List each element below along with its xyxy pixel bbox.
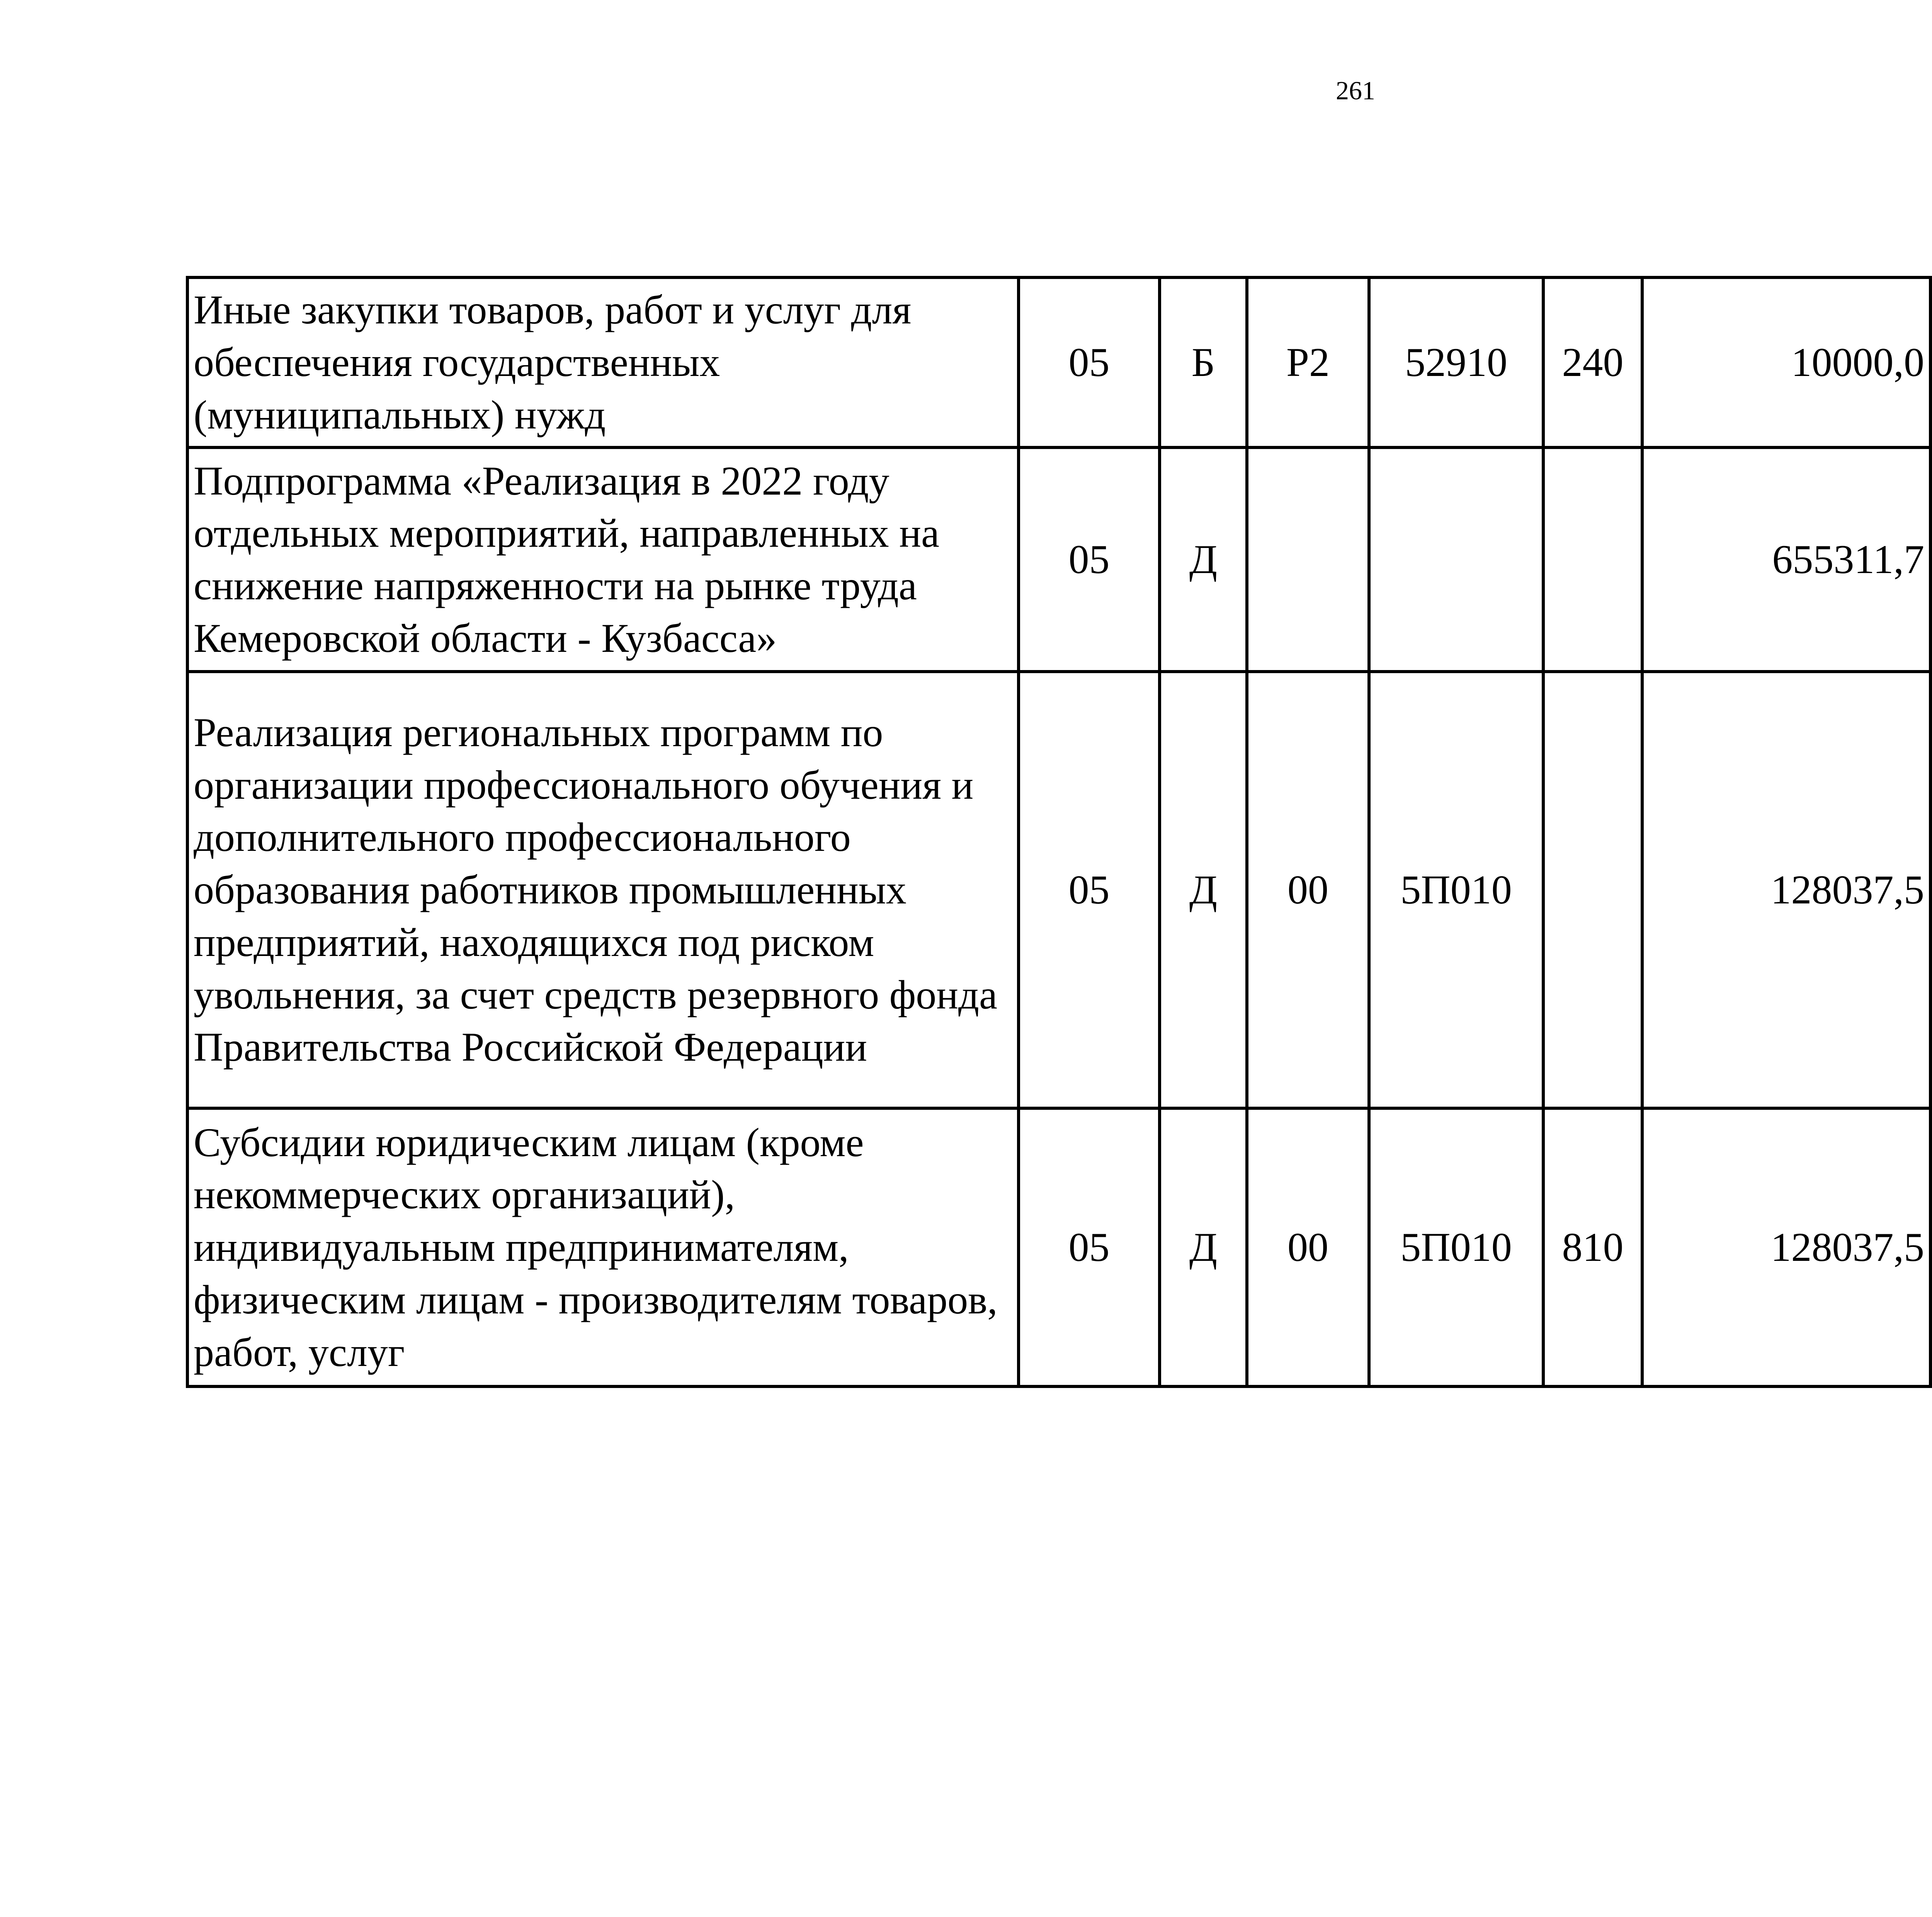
row-description: Иные закупки товаров, работ и услуг для обеспечения государственных (муниципальных) нужд <box>187 277 1019 447</box>
program-code: Д <box>1160 672 1247 1108</box>
amount-year-1: 655311,7 <box>1642 447 1930 672</box>
expense-type-code: 810 <box>1543 1108 1642 1386</box>
direction-code <box>1369 447 1543 672</box>
row-description: Подпрограмма «Реализация в 2022 году отдельных мероприятий, направленных на снижение напряженности на рынке труда Кемеровской области - Кузбасса» <box>187 447 1019 672</box>
subprogram-code: 00 <box>1247 1108 1369 1386</box>
direction-code: 5П010 <box>1369 1108 1543 1386</box>
row-description: Субсидии юридическим лицам (кроме некоммерческих организаций), индивидуальным предпринимателям, физическим лицам - производителям товаров, работ, услуг <box>187 1108 1019 1386</box>
amount-year-2 <box>1930 447 1932 672</box>
expense-type-code: 240 <box>1543 277 1642 447</box>
table-row <box>187 447 1932 672</box>
expense-type-code <box>1543 447 1642 672</box>
table-row <box>187 277 1932 447</box>
section-code: 05 <box>1019 672 1160 1108</box>
section-code: 05 <box>1019 447 1160 672</box>
budget-table <box>186 276 1932 1388</box>
table-row <box>187 672 1932 1108</box>
program-code: Д <box>1160 1108 1247 1386</box>
amount-year-1: 128037,5 <box>1642 672 1930 1108</box>
amount-year-1: 10000,0 <box>1642 277 1930 447</box>
expense-type-code <box>1543 672 1642 1108</box>
page-number: 261 <box>1336 76 1375 105</box>
program-code: Д <box>1160 447 1247 672</box>
subprogram-code: 00 <box>1247 672 1369 1108</box>
section-code: 05 <box>1019 277 1160 447</box>
amount-year-1: 128037,5 <box>1642 1108 1930 1386</box>
table-row <box>187 1108 1932 1386</box>
section-code: 05 <box>1019 1108 1160 1386</box>
program-code: Б <box>1160 277 1247 447</box>
subprogram-code: Р2 <box>1247 277 1369 447</box>
amount-year-2 <box>1930 672 1932 1108</box>
row-description: Реализация региональных программ по организации профессионального обучения и дополнительного профессионального образования работников промышленных предприятий, находящихся под риском увольнения, за счет средств резервного фонда Правительства Российской Федерации <box>187 672 1019 1108</box>
amount-year-2 <box>1930 277 1932 447</box>
direction-code: 5П010 <box>1369 672 1543 1108</box>
amount-year-2 <box>1930 1108 1932 1386</box>
direction-code: 52910 <box>1369 277 1543 447</box>
subprogram-code <box>1247 447 1369 672</box>
